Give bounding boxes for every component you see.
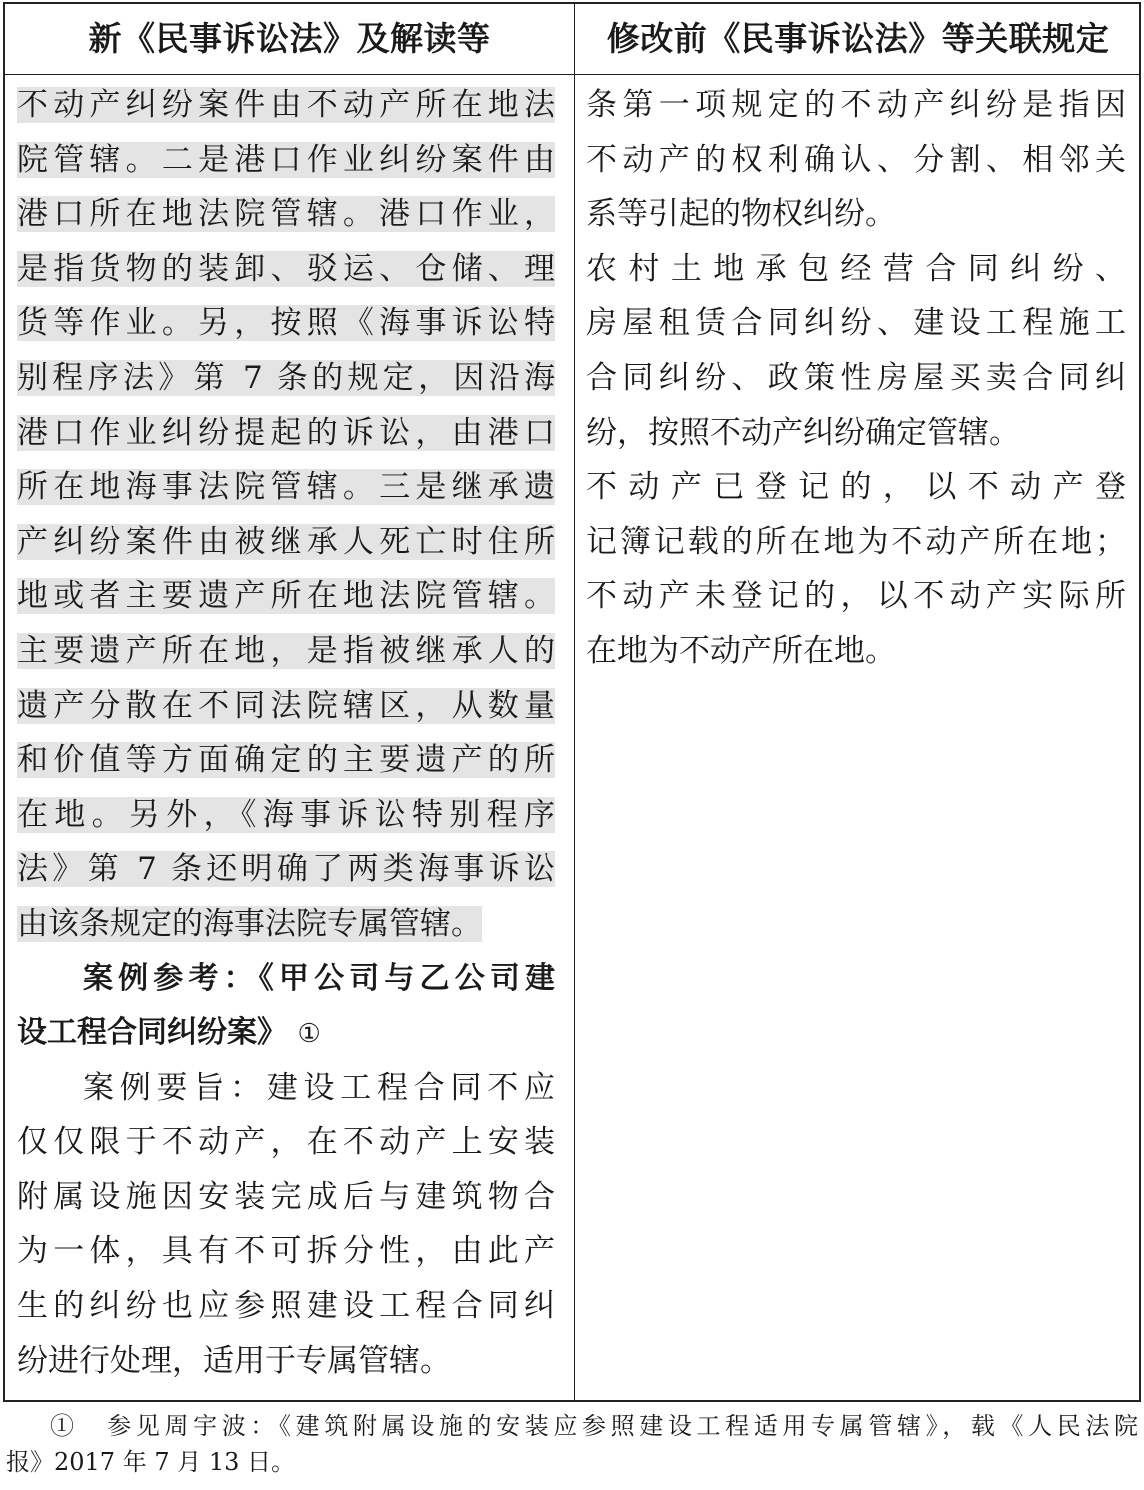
left-line [17, 679, 555, 734]
highlighted-text: 在地。另外，《海事诉讼特别程序 [17, 796, 555, 833]
highlighted-text: 不动产纠纷案件由不动产所在地法 [17, 87, 555, 123]
highlighted-text: 产纠纷案件由被继承人死亡时住所 [17, 523, 555, 560]
footnote-mark: ① [297, 1019, 321, 1050]
header-right: 修改前《民事诉讼法》等关联规定 [606, 19, 1110, 58]
case-summary-line: 生的纠纷也应参照建设工程合同纠 [17, 1288, 555, 1325]
case-summary-line: 案例要旨：建设工程合同不应 [83, 1069, 555, 1106]
right-line: 农村土地承包经营合同纠纷、 [586, 250, 1126, 287]
footnote [0, 1408, 1144, 1480]
left-line [17, 242, 555, 297]
right-line: 不动产已登记的，以不动产登 [586, 469, 1126, 506]
footnote-line: ① 参见周宇波：《建筑附属设施的安装应参照建设工程适用专属管辖》，载《人民法院 [50, 1412, 1138, 1440]
header-left: 新《民事诉讼法》及解读等 [88, 19, 491, 58]
right-line: 不动产的权利确认、分割、相邻关 [586, 141, 1126, 178]
right-line: 纷，按照不动产纠纷确定管辖。 [586, 414, 1020, 451]
highlighted-text: 和价值等方面确定的主要遗产的所 [17, 742, 555, 779]
left-line [17, 733, 555, 788]
header-divider [5, 74, 1139, 75]
left-line [17, 788, 555, 843]
left-line [17, 624, 555, 679]
left-line [17, 406, 555, 461]
case-title-line: 案例参考：《甲公司与乙公司建 [83, 960, 555, 996]
highlighted-text: 所在地海事法院管辖。三是继承遗 [17, 469, 555, 506]
right-line: 在地为不动产所在地。 [586, 632, 896, 669]
highlighted-text: 地或者主要遗产所在地法院管辖。 [17, 578, 555, 615]
left-line [17, 78, 555, 133]
column-divider [574, 4, 575, 1400]
case-summary-line: 仅仅限于不动产，在不动产上安装 [17, 1124, 555, 1161]
highlighted-text: 货等作业。另，按照《海事诉讼特 [17, 305, 555, 342]
highlighted-text: 法》第 7 条还明确了两类海事诉讼 [17, 851, 555, 888]
left-line [17, 296, 555, 351]
highlighted-text: 港口作业纠纷提起的诉讼，由港口 [17, 414, 555, 451]
left-line [17, 187, 555, 242]
highlighted-text: 港口所在地法院管辖。港口作业， [17, 196, 555, 233]
highlighted-text: 遗产分散在不同法院辖区，从数量 [17, 687, 555, 724]
right-line: 系等引起的物权纠纷。 [586, 196, 896, 233]
right-line: 条第一项规定的不动产纠纷是指因 [586, 87, 1126, 123]
left-line [17, 569, 555, 624]
left-column [17, 78, 555, 1388]
case-title-text: 设工程合同纠纷案》 [17, 1015, 287, 1051]
right-line: 不动产未登记的，以不动产实际所 [586, 578, 1126, 615]
case-summary-line: 纷进行处理，适用于专属管辖。 [17, 1342, 451, 1379]
highlighted-text: 院管辖。二是港口作业纠纷案件由 [17, 141, 555, 178]
left-line [17, 515, 555, 570]
left-line [17, 897, 555, 952]
right-line: 房屋租赁合同纠纷、建设工程施工 [586, 305, 1126, 342]
left-line [17, 460, 555, 515]
highlighted-text: 是指货物的装卸、驳运、仓储、理 [17, 250, 555, 287]
left-line [17, 351, 555, 406]
highlighted-text: 别程序法》第 7 条的规定，因沿海 [17, 359, 555, 396]
highlighted-text: 主要遗产所在地，是指被继承人的 [17, 632, 555, 669]
left-line [17, 842, 555, 897]
right-line: 记簿记载的所在地为不动产所在地； [586, 523, 1126, 560]
right-column [586, 78, 1126, 679]
highlighted-text: 由该条规定的海事法院专属管辖。 [17, 905, 482, 942]
footnote-line: 报》2017 年 7 月 13 日。 [6, 1448, 296, 1476]
case-summary-line: 为一体，具有不可拆分性，由此产 [17, 1233, 555, 1270]
case-title-line [17, 1006, 555, 1061]
right-line: 合同纠纷、政策性房屋买卖合同纠 [586, 359, 1126, 396]
left-line [17, 133, 555, 188]
case-summary-line: 附属设施因安装完成后与建筑物合 [17, 1178, 555, 1215]
